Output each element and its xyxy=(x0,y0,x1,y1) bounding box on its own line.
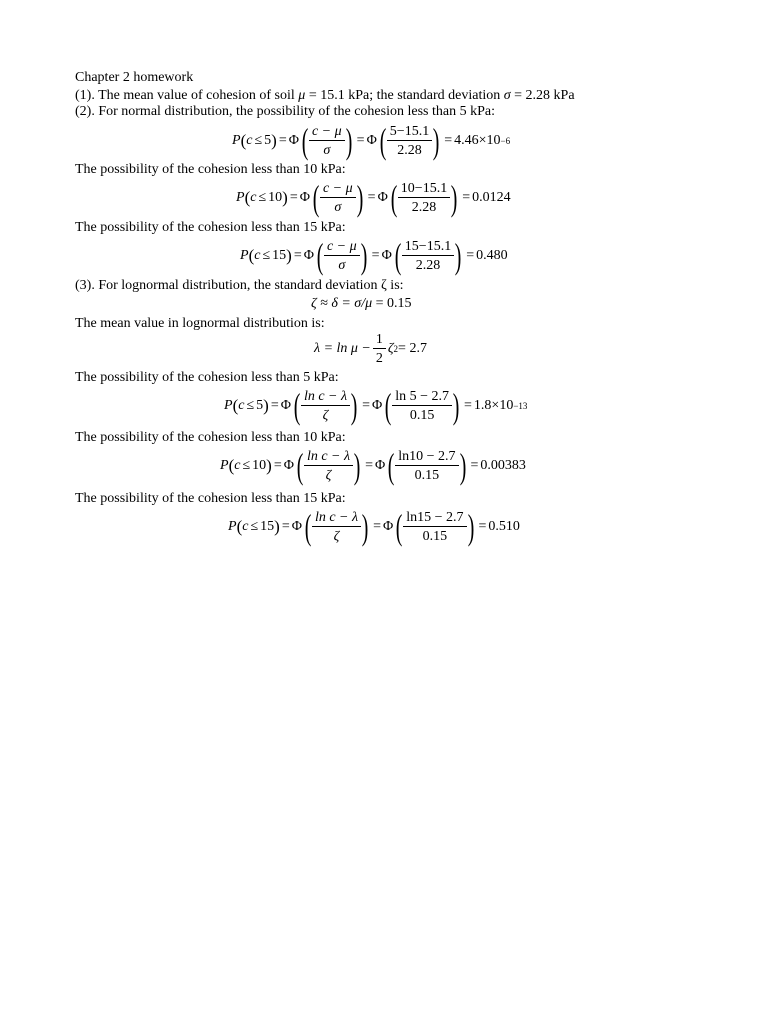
eq-numerator: 5−15.1 xyxy=(387,124,432,141)
eq-numerator: ln c − λ xyxy=(312,510,361,527)
eq-denominator: 0.15 xyxy=(422,529,448,544)
p1-sigma-value: = 2.28 kPa xyxy=(510,88,575,103)
paragraph-3: (3). For lognormal distribution, the standard deviation ζ is: xyxy=(75,278,404,293)
eq-denominator: ζ xyxy=(325,468,332,483)
equation-lambda: λ = ln μ − $\frac{1}{2}$ ζ 2 = 2.7 xyxy=(314,332,427,366)
zeta-expression: ζ ≈ δ = σ/μ xyxy=(311,296,373,311)
paragraph-1 xyxy=(75,88,575,104)
equation-normal-10: P ( c ≤ 10 ) = Φ ( $\frac{c - \mu}{\sigma}$ ) = Φ ( $\frac{10-15.1}{2.28}$ ) = 0.0124 xyxy=(236,178,511,218)
eq-denominator: σ xyxy=(334,200,342,215)
eq-denominator: 2.28 xyxy=(411,200,437,215)
zeta-result: = 0.15 xyxy=(372,296,412,311)
eq-denominator: ζ xyxy=(333,529,340,544)
eq-numerator: ln15 − 2.7 xyxy=(403,510,466,527)
eq-denominator: σ xyxy=(323,143,331,158)
equation-zeta xyxy=(311,296,412,312)
eq-numerator: 1 xyxy=(373,332,386,349)
equation-lognormal-15: P ( c ≤ 15 ) = Φ ( $\frac{\text{ln c − λ}}{\zeta}$ ) = Φ ( $\frac{\ln 15 - 2.7}{0.15}$ ) = 0.510 xyxy=(228,507,520,547)
p1-mu-value: = 15.1 kPa; the standard deviation xyxy=(305,88,504,103)
equation-lognormal-5: P ( c ≤ 5 ) = Φ ( $\frac{\text{ln c − λ}}{\zeta}$ ) = Φ ( $\frac{\ln 5 - 2.7}{0.15}$ ) = 1.8×10 −13 xyxy=(224,386,528,426)
text-lognormal-10: The possibility of the cohesion less than 10 kPa: xyxy=(75,430,346,445)
eq-lhs-value: 10 xyxy=(252,458,267,473)
sigma-symbol: σ xyxy=(503,88,511,103)
lambda-lhs: λ = ln μ − xyxy=(314,341,371,356)
eq-lhs-value: 5 xyxy=(264,133,272,148)
eq-result: = 2.7 xyxy=(398,341,427,356)
eq-numerator: ln 5 − 2.7 xyxy=(392,389,452,406)
eq-lhs-value: 5 xyxy=(256,398,264,413)
lambda-zeta: ζ xyxy=(387,341,394,356)
eq-numerator: c − μ xyxy=(309,124,345,141)
equation-normal-5: P ( c ≤ 5 ) = Φ ( $\frac{c - \mu}{\sigma}$ ) = Φ ( $\frac{5-15.1}{2.28}$ ) = 4.46×10 −6 xyxy=(232,121,511,161)
eq-denominator: σ xyxy=(338,258,346,273)
eq-numerator: ln10 − 2.7 xyxy=(395,449,458,466)
equation-normal-15: P ( c ≤ 15 ) = Φ ( $\frac{c - \mu}{\sigma}$ ) = Φ ( $\frac{15-15.1}{2.28}$ ) = 0.480 xyxy=(240,236,508,276)
eq-lhs-value: 15 xyxy=(272,248,287,263)
eq-numerator: ln c − λ xyxy=(301,389,350,406)
eq-numerator: ln c − λ xyxy=(304,449,353,466)
eq-denominator: ζ xyxy=(322,408,329,423)
eq-denominator: 0.15 xyxy=(414,468,440,483)
eq-denominator: 2.28 xyxy=(397,143,422,158)
mu-symbol: μ xyxy=(298,88,306,103)
eq-denominator: 0.15 xyxy=(409,408,435,423)
eq-numerator: 10−15.1 xyxy=(398,181,450,198)
text-lognormal-5: The possibility of the cohesion less than 5 kPa: xyxy=(75,370,339,385)
eq-result: 4.46×10 xyxy=(454,133,501,148)
p1-label: (1). The mean value of cohesion of soil xyxy=(75,88,299,103)
eq-result: 0.00383 xyxy=(480,458,526,473)
doc-title: Chapter 2 homework xyxy=(75,70,194,85)
eq-result: 0.0124 xyxy=(472,190,511,205)
text-lognormal-15: The possibility of the cohesion less than 15 kPa: xyxy=(75,491,346,506)
text-normal-15: The possibility of the cohesion less than 15 kPa: xyxy=(75,220,346,235)
eq-numerator: c − μ xyxy=(320,181,356,198)
equation-lognormal-10: P ( c ≤ 10 ) = Φ ( $\frac{\text{ln c − λ}}{\zeta}$ ) = Φ ( $\frac{\ln 10 - 2.7}{0.15}$ ) = 0.00383 xyxy=(220,446,526,486)
eq-numerator: 15−15.1 xyxy=(402,239,454,256)
eq-lhs-value: 15 xyxy=(260,519,275,534)
eq-denominator: 2 xyxy=(375,351,383,366)
text-mean-lognormal: The mean value in lognormal distribution is: xyxy=(75,316,325,331)
eq-result: 0.510 xyxy=(488,519,520,534)
eq-numerator: c − μ xyxy=(324,239,360,256)
paragraph-2: (2). For normal distribution, the possibility of the cohesion less than 5 kPa: xyxy=(75,104,495,119)
eq-result: 0.480 xyxy=(476,248,508,263)
eq-denominator: 2.28 xyxy=(415,258,441,273)
eq-result: 1.8×10 xyxy=(473,398,514,413)
eq-lhs-value: 10 xyxy=(268,190,283,205)
text-normal-10: The possibility of the cohesion less than 10 kPa: xyxy=(75,162,346,177)
